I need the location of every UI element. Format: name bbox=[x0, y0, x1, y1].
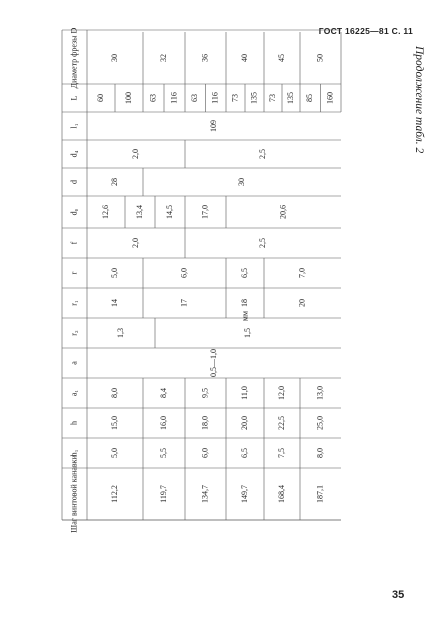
header-l1: l₁ bbox=[69, 123, 79, 129]
cell-h1: 6,0 bbox=[200, 448, 210, 458]
header-step: Шаг винтовой канавки bbox=[69, 455, 79, 533]
cell-L: 63 bbox=[190, 94, 200, 102]
cell-L: 116 bbox=[210, 92, 220, 104]
cell-d: 28 bbox=[109, 178, 119, 186]
cell-d0: 20,6 bbox=[278, 205, 288, 219]
cell-L: 100 bbox=[123, 92, 133, 104]
cell-L: 135 bbox=[249, 92, 259, 104]
header-L: L bbox=[69, 95, 79, 101]
cell-D: 32 bbox=[158, 54, 168, 62]
cell-a1: 12,0 bbox=[276, 386, 286, 400]
cell-r2: 1,5 bbox=[242, 328, 252, 338]
cell-d4: 2,0 bbox=[130, 149, 140, 159]
header-f: f bbox=[69, 241, 79, 245]
cell-L: 60 bbox=[95, 94, 105, 102]
cell-L: 135 bbox=[285, 92, 295, 104]
cell-L: 73 bbox=[230, 94, 240, 102]
cell-r: 5,0 bbox=[109, 268, 119, 278]
cell-h1: 8,0 bbox=[315, 448, 325, 458]
cell-step: 119,7 bbox=[158, 485, 168, 503]
cell-a1: 13,0 bbox=[315, 386, 325, 400]
cell-h: 20,0 bbox=[239, 416, 249, 430]
cell-step: 134,7 bbox=[200, 485, 210, 503]
cell-L: 63 bbox=[148, 94, 158, 102]
cell-r1: 17 bbox=[179, 299, 189, 307]
cell-step: 112,2 bbox=[109, 485, 119, 503]
cell-L: 85 bbox=[305, 94, 315, 102]
cell-h1: 5,5 bbox=[158, 448, 168, 458]
cell-h1: 7,5 bbox=[276, 448, 286, 458]
cell-D: 40 bbox=[239, 54, 249, 62]
cell-r: 7,0 bbox=[297, 268, 307, 278]
cell-l1: 109 bbox=[208, 120, 218, 132]
cell-d4: 2,5 bbox=[257, 149, 267, 159]
table-cells bbox=[69, 27, 334, 532]
cell-L: 116 bbox=[169, 92, 179, 104]
cell-f: 2,5 bbox=[257, 238, 267, 248]
cell-h: 18,0 bbox=[200, 416, 210, 430]
header-a1: a₁ bbox=[69, 389, 79, 397]
header-h: h bbox=[69, 421, 79, 425]
header-d: d bbox=[69, 180, 79, 184]
cell-a1: 11,0 bbox=[239, 386, 249, 400]
table-continuation-caption: Продолжение табл. 2 bbox=[413, 46, 425, 154]
cell-d0: 17,0 bbox=[200, 205, 210, 219]
cell-r1: 14 bbox=[109, 299, 119, 307]
cell-d: 30 bbox=[236, 178, 246, 186]
cell-h: 16,0 bbox=[158, 416, 168, 430]
cell-r2: 1,3 bbox=[115, 328, 125, 338]
page-header: ГОСТ 16225—81 С. 11 bbox=[318, 26, 413, 36]
cell-a: 0,5—1,0 bbox=[208, 349, 218, 377]
cell-h: 22,5 bbox=[276, 416, 286, 430]
cell-D: 36 bbox=[200, 54, 210, 62]
cell-r: 6,0 bbox=[179, 268, 189, 278]
header-r1: r₁ bbox=[69, 300, 79, 306]
cell-D: 50 bbox=[315, 54, 325, 62]
header-d0: d₀ bbox=[69, 208, 79, 216]
cell-h: 15,0 bbox=[109, 416, 119, 430]
header-h1: h₁ bbox=[69, 449, 79, 457]
cell-d0: 13,4 bbox=[134, 205, 144, 219]
cell-a1: 8,4 bbox=[158, 388, 168, 398]
header-r: r bbox=[69, 271, 79, 275]
cell-h1: 5,0 bbox=[109, 448, 119, 458]
header-diameter: Диаметр фрезы D bbox=[69, 27, 79, 89]
cell-step: 187,1 bbox=[315, 485, 325, 503]
cell-h: 25,0 bbox=[315, 416, 325, 430]
cell-step: 168,4 bbox=[276, 485, 286, 503]
cell-L: 160 bbox=[325, 92, 335, 104]
cell-d0: 14,5 bbox=[164, 205, 174, 219]
cell-r1: 20 bbox=[297, 299, 307, 307]
cell-d0: 12,6 bbox=[100, 205, 110, 219]
cell-D: 45 bbox=[276, 54, 286, 62]
cell-f: 2,0 bbox=[130, 238, 140, 248]
cell-r1: 18 bbox=[239, 299, 249, 307]
header-a: a bbox=[69, 361, 79, 365]
header-d4: d₄ bbox=[69, 150, 79, 158]
units-label: мм bbox=[240, 310, 250, 322]
header-r2: r₂ bbox=[69, 330, 79, 336]
cell-a1: 9,5 bbox=[200, 388, 210, 398]
cell-r: 6,5 bbox=[239, 268, 249, 278]
cell-step: 149,7 bbox=[239, 485, 249, 503]
cell-h1: 6,5 bbox=[239, 448, 249, 458]
page-number: 35 bbox=[392, 589, 405, 601]
cell-L: 73 bbox=[267, 94, 277, 102]
cell-a1: 8,0 bbox=[109, 388, 119, 398]
cell-D: 30 bbox=[109, 54, 119, 62]
